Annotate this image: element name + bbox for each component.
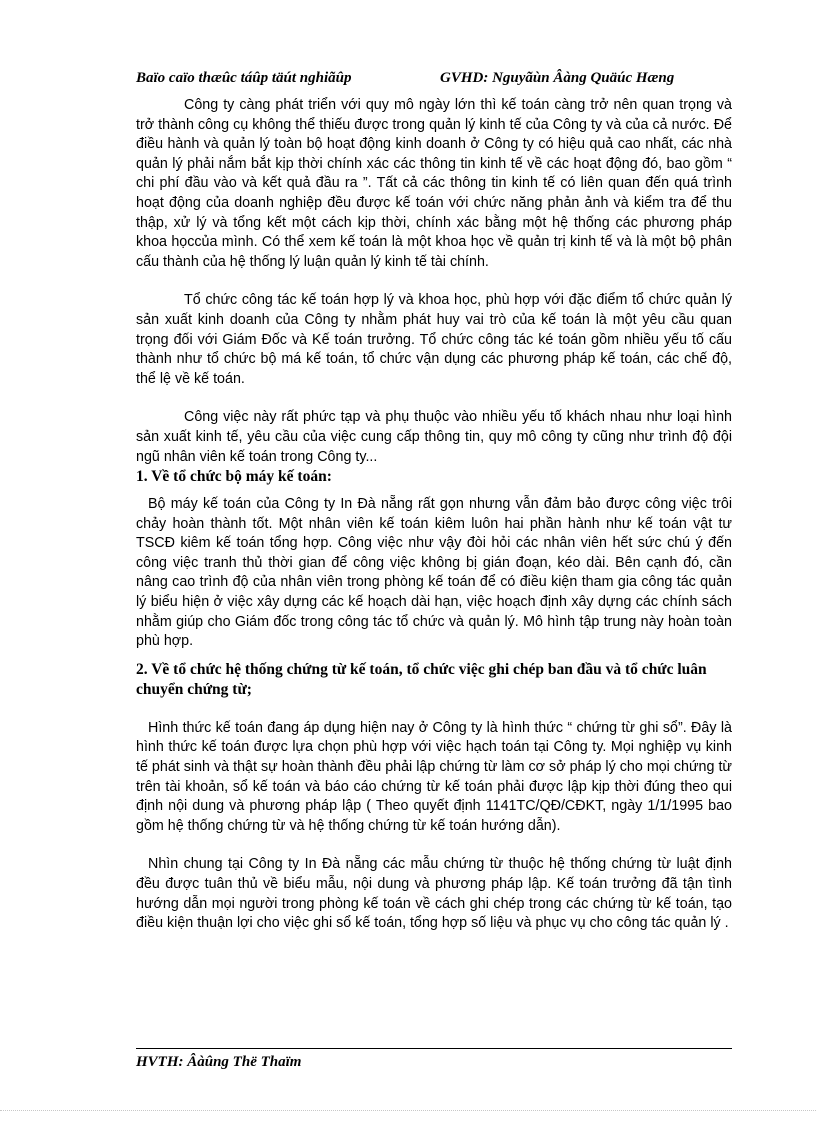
paragraph: Nhìn chung tại Công ty In Đà nẵng các mẫu chứng từ thuộc hệ thống chứng từ luật định đều được tuân thủ về biểu mẫu, nội dung và phương pháp lập. Kế toán trưởng đã tận tình hướng dẫn mọi người trong phòng kế toán về cách ghi chép trong các chứng từ kế toán, tạo điều kiện thuận lợi cho việc ghi sổ kế toán, tổng hợp số liệu và phục vụ cho công tác quản lý . [136,856,732,932]
section-heading: 1. Về tổ chức bộ máy kế toán: [136,468,332,486]
paragraph: Công ty càng phát triển với quy mô ngày lớn thì kế toán càng trở nên quan trọng và trở thành công cụ không thể thiếu được trong quản lý kinh tế của Công ty và của cả nước. Để điều hành và quản lý toàn bộ hoạt động kinh doanh ở Công ty có hiệu quả cao nhất, các nhà quản lý phải nắm bắt kịp thời chính xác các thông tin kinh tế về các hoạt động đó, bao gồm “ chi phí đầu vào và kết quả đầu ra ”. Tất cả các thông tin kinh tế có liên quan đến quá trình hoạt động của doanh nghiệp đều được kế toán với chức năng phản ảnh và kiểm tra để thu thập, xử lý và tổng kết một cách kịp thời, chính xác bằng một hệ thống các phương pháp khoa họccủa mình. Có thể xem kế toán là một khoa học về quản trị kinh tế và là một bộ phân cấu thành của hệ thống lý luận quản lý kinh tế tài chính. [136,97,732,270]
paragraph: Tổ chức công tác kế toán hợp lý và khoa học, phù hợp với đặc điểm tổ chức quản lý sản xuất kinh doanh của Công ty nhằm phát huy vai trò của kế toán là một yêu cầu quan trọng đối với Giám Đốc và Kế toán trưởng. Tổ chức công tác ké toán gồm nhiều yếu tố cấu thành như tổ chức bộ má kế toán, tổ chức vận dụng các phương pháp kế toán, các chế độ, thể lệ về kế toán. [136,292,732,387]
paragraph: Công việc này rất phức tạp và phụ thuộc vào nhiều yếu tố khách nhau như loại hình sản xuất kinh tế, yêu cầu của việc cung cấp thông tin, quy mô công ty cũng như trình độ đội ngũ nhân viên kế toán trong Công ty... [136,409,732,465]
paragraph: Bộ máy kế toán của Công ty In Đà nẵng rất gọn nhưng vẫn đảm bảo được công việc trôi chảy hoàn thành tốt. Một nhân viên kế toán kiêm luôn hai phần hành như kế toán vật tư TSCĐ kiêm kế toán tổng hợp. Công việc như vậy đòi hỏi các nhân viên hết sức chú ý đến công việc tranh thủ thời gian để công việc không bị gián đoạn, kéo dài. Bên cạnh đó, cần nâng cao trình độ của nhân viên trong phòng kế toán để có điều kiện tham gia công tác quản lý biểu hiện ở việc xây dựng các kế hoạch dài hạn, việc hoạch định xây dựng các chính sách nhằm giúp cho Giám đốc trong công tác tổ chức và quản lý. Mô hình tập trung này hoàn toàn phù hợp. [136,496,732,650]
header-supervisor: GVHD: Nguyãùn Âàng Quäúc Hæng [440,70,675,86]
document-body [136,96,732,934]
header-report-title: Baïo caïo thæûc táûp täút nghiãûp [136,70,352,86]
page-edge-divider [0,1110,816,1111]
footer-student: HVTH: Âàûng Thë Thaïm [136,1054,302,1070]
footer-divider [136,1048,732,1049]
paragraph: Hình thức kế toán đang áp dụng hiện nay ở Công ty là hình thức “ chứng từ ghi sổ”. Đây là hình thức kế toán được lựa chọn phù hợp với việc hạch toán tại Công ty. Mọi nghiệp vụ kinh tế phát sinh và thật sự hoàn thành đều phải lập chứng từ làm cơ sở pháp lý cho mọi chứng từ trên tài khoản, sổ kế toán và báo cáo chứng từ kế toán phải được lập kịp thời đúng theo qui định nội dung và phương pháp lập ( Theo quyết định 1141TC/QĐ/CĐKT, ngày 1/1/1995 bao gồm hệ thống chứng từ và hệ thống chứng từ kế toán hướng dẫn). [136,719,732,834]
section-heading: 2. Về tổ chức hệ thống chứng từ kế toán, tổ chức việc ghi chép ban đầu và tổ chức luân chuyển chứng từ; [136,660,707,698]
page-header [136,70,736,92]
